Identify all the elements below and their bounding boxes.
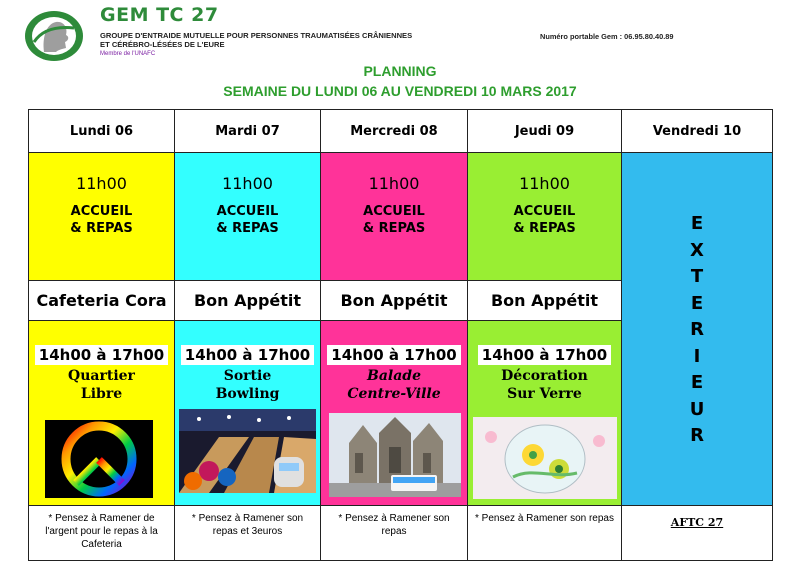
painted-glass-photo	[473, 417, 617, 499]
morning-cell-mercredi	[320, 152, 468, 281]
cathedral-photo	[329, 413, 461, 497]
afternoon-time: 14h00 à 17h00	[181, 345, 314, 365]
org-description: GROUPE D'ENTRAIDE MUTUELLE POUR PERSONNES TRAUMATISÉES CRÂNIENNES ET CÉRÉBRO-LÉSÉES DE L'EURE	[100, 31, 413, 49]
day-header-jeudi: Jeudi 09	[467, 109, 622, 153]
lunch-cell-lundi: Cafeteria Cora	[28, 280, 175, 321]
friday-cell	[621, 152, 773, 506]
note-mardi: * Pensez à Ramener son repas et 3euros	[174, 505, 321, 561]
exterieur-vertical-text: E X T E R I E U R	[689, 213, 705, 446]
morning-cell-lundi	[28, 152, 175, 281]
afternoon-activity: Quartier Libre	[68, 368, 135, 402]
peace-sign-icon	[45, 420, 153, 498]
note-lundi: * Pensez à Ramener de l'argent pour le repas à la Cafeteria	[28, 505, 175, 561]
member-label: Membre de l'UNAFC	[100, 51, 156, 57]
phone-number: Numéro portable Gem : 06.95.80.40.89	[540, 32, 674, 41]
afternoon-cell-mardi	[174, 320, 321, 506]
note-jeudi: * Pensez à Ramener son repas	[467, 505, 622, 561]
morning-time: 11h00	[519, 174, 570, 193]
note-vendredi: AFTC 27	[621, 505, 773, 561]
day-header-vendredi: Vendredi 10	[621, 109, 773, 153]
morning-activity: ACCUEIL & REPAS	[70, 204, 133, 236]
afternoon-time: 14h00 à 17h00	[478, 345, 611, 365]
org-name: GEM TC 27	[100, 4, 219, 26]
afternoon-activity: Décoration Sur Verre	[501, 368, 588, 402]
lunch-cell-mercredi: Bon Appétit	[320, 280, 468, 321]
morning-activity: ACCUEIL & REPAS	[216, 204, 279, 236]
afternoon-activity: Balade Centre-Ville	[347, 368, 441, 402]
afternoon-cell-mercredi	[320, 320, 468, 506]
afternoon-activity: Sortie Bowling	[215, 368, 280, 402]
morning-time: 11h00	[76, 174, 127, 193]
morning-activity: ACCUEIL & REPAS	[362, 204, 426, 236]
morning-time: 11h00	[222, 174, 273, 193]
afternoon-cell-jeudi	[467, 320, 622, 506]
day-header-lundi: Lundi 06	[28, 109, 175, 153]
note-mercredi: * Pensez à Ramener son repas	[320, 505, 468, 561]
day-header-mardi: Mardi 07	[174, 109, 321, 153]
morning-activity: ACCUEIL & REPAS	[513, 204, 576, 236]
morning-cell-jeudi	[467, 152, 622, 281]
lunch-cell-mardi: Bon Appétit	[174, 280, 321, 321]
day-header-mercredi: Mercredi 08	[320, 109, 468, 153]
afternoon-time: 14h00 à 17h00	[35, 345, 168, 365]
afternoon-time: 14h00 à 17h00	[327, 345, 460, 365]
morning-time: 11h00	[368, 174, 420, 193]
week-subtitle: SEMAINE DU LUNDI 06 AU VENDREDI 10 MARS 2017	[223, 83, 577, 99]
bowling-photo	[179, 409, 316, 493]
afternoon-cell-lundi	[28, 320, 175, 506]
planning-grid	[28, 109, 773, 561]
gem-logo-icon	[22, 8, 86, 64]
page-title: PLANNING	[363, 63, 437, 79]
lunch-cell-jeudi: Bon Appétit	[467, 280, 622, 321]
morning-cell-mardi	[174, 152, 321, 281]
